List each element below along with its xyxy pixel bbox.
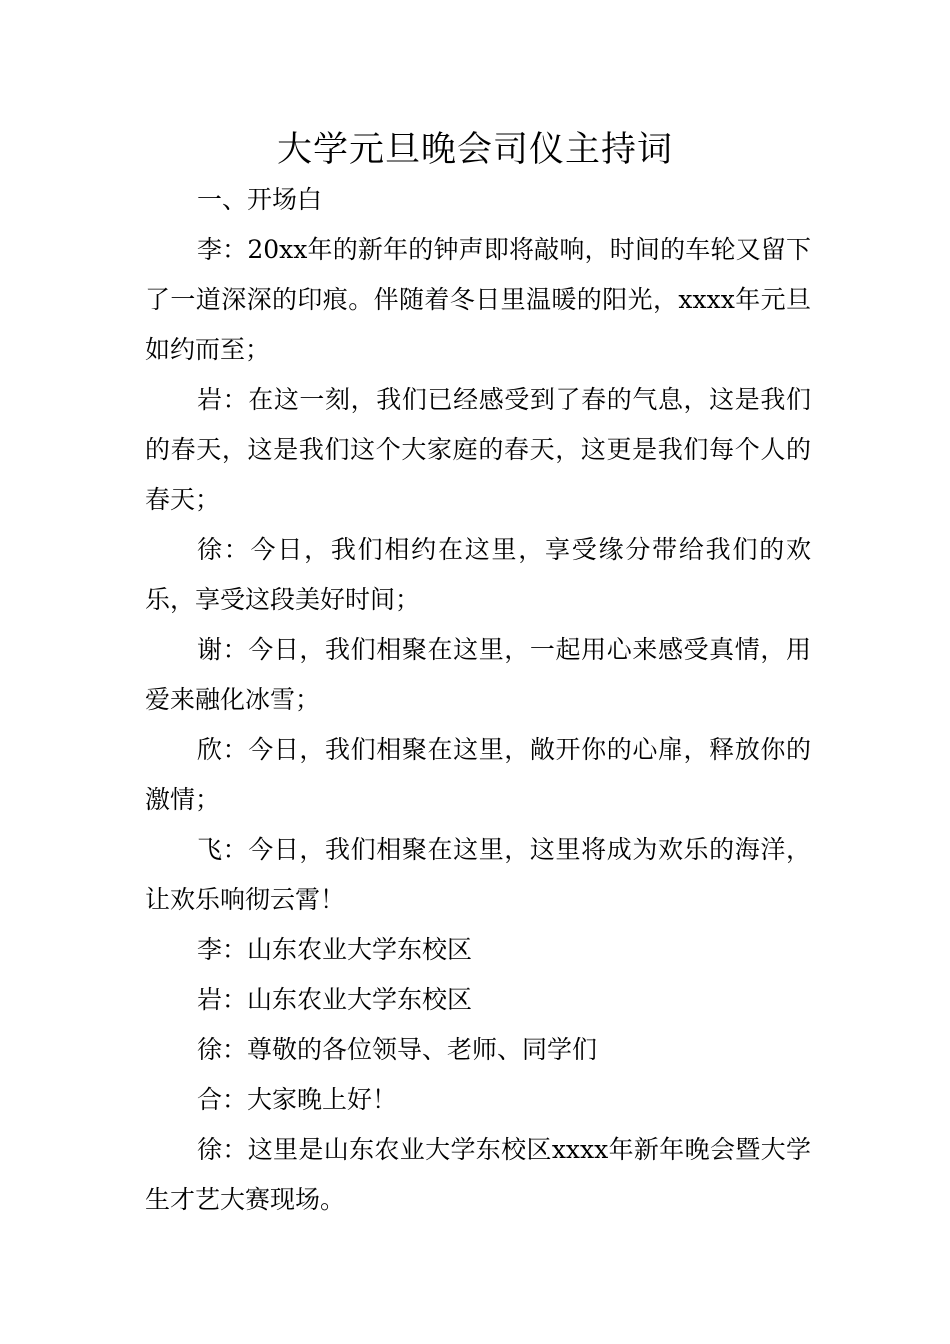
section-heading-opening: 一、开场白 bbox=[197, 185, 323, 214]
paragraph-li-1: 李：20xx年的新年的钟声即将敲响，时间的车轮又留下了一道深深的印痕。伴随着冬日里温暖的阳光，xxxx年元旦如约而至； bbox=[145, 235, 811, 364]
paragraph-xin-1: 欣：今日，我们相聚在这里，敞开你的心扉，释放你的激情； bbox=[145, 735, 811, 814]
paragraph-li-2: 李：山东农业大学东校区 bbox=[197, 935, 473, 964]
paragraph-yan-1: 岩：在这一刻，我们已经感受到了春的气息，这是我们的春天，这是我们这个大家庭的春天，这更是我们每个人的春天； bbox=[145, 385, 811, 514]
paragraph-xu-1: 徐：今日，我们相约在这里，享受缘分带给我们的欢乐，享受这段美好时间； bbox=[145, 535, 811, 614]
document-title: 大学元旦晚会司仪主持词 bbox=[276, 130, 673, 170]
document-body bbox=[145, 175, 811, 1225]
paragraph-yan-2: 岩：山东农业大学东校区 bbox=[197, 985, 473, 1014]
paragraph-together: 合：大家晚上好！ bbox=[197, 1085, 398, 1114]
paragraph-xu-2: 徐：尊敬的各位领导、老师、同学们 bbox=[197, 1035, 598, 1064]
paragraph-xie-1: 谢：今日，我们相聚在这里，一起用心来感受真情，用爱来融化冰雪； bbox=[145, 635, 811, 714]
paragraph-xu-3: 徐：这里是山东农业大学东校区xxxx年新年晚会暨大学生才艺大赛现场。 bbox=[145, 1135, 811, 1214]
paragraph-fei-1: 飞：今日，我们相聚在这里，这里将成为欢乐的海洋，让欢乐响彻云霄！ bbox=[145, 835, 811, 914]
